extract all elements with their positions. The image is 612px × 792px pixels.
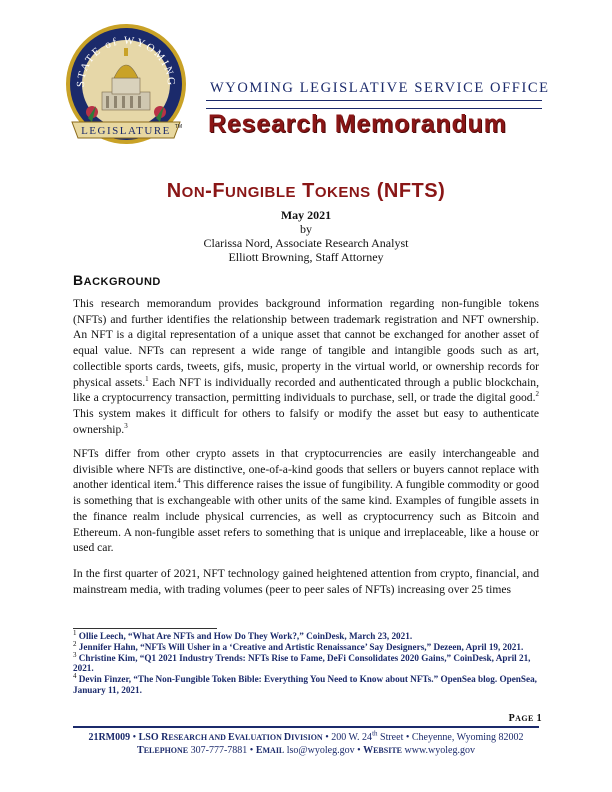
paragraph-2: NFTs differ from other crypto assets in that cryptocurrencies are easily interchangeable and divisible where NFTs are distinctive, one-of-a-kind goods that sellers or buyers cannot replace with another identical item.$^4$ This difference raises the issue of fungibility. A fungible commodity or good is something that is exchangeable with other units of the same kind. Examples of fungible assets in the finance realm include physical currencies, as well as cryptocurrency such as Bitcoin and Ethereum. A non-fungible asset refers to something that is unique and irreplaceable, like a house or used car. bbox=[73, 447, 539, 555]
section-heading-background: BACKGROUND bbox=[73, 272, 161, 288]
footnote-1: $^1$ Ollie Leech, “What Are NFTs and How Do They Work?,” CoinDesk, March 23, 2021. bbox=[73, 628, 413, 641]
footnote-4: $^4$ Devin Finzer, “The Non-Fungible Token Bible: Everything You Need to Know about NFTs.” OpenSea blog. OpenSea, January 11, 2021. bbox=[73, 672, 537, 695]
seal-top-text: STATE of WYOMING bbox=[74, 34, 178, 88]
document-date: May 2021 bbox=[280, 208, 332, 222]
footnote-3: $^3$ Christine Kim, “Q1 2021 Industry Trends: NFTs Rise to Fame, DeFi Consolidates 2020 Gains,” CoinDesk, April 21, 2021. bbox=[73, 650, 531, 674]
footer-line-2: TELEPHONE 307-777-7881 • EMAIL lso@wyoleg.gov • WEBSITE www.wyoleg.gov bbox=[137, 745, 475, 756]
footer-website-link[interactable]: www.wyoleg.gov bbox=[402, 745, 475, 756]
document-title: NON-FUNGIBLE TOKENS (NFTS) bbox=[166, 180, 446, 202]
footnotes bbox=[73, 628, 539, 696]
paragraph-3: In the first quarter of 2021, NFT technology gained heightened attention from crypto, financial, and mainstream media, with trading volumes (peer to peer sales of NFTs) increasing over 25 times bbox=[73, 567, 539, 596]
byline: by bbox=[300, 222, 312, 236]
header-rule-top bbox=[206, 100, 542, 101]
footnote-ref-4[interactable]: 4 bbox=[177, 477, 181, 486]
author-2: Elliott Browning, Staff Attorney bbox=[228, 250, 384, 264]
author-1: Clarissa Nord, Associate Research Analyst bbox=[203, 236, 409, 250]
paragraph-1: This research memorandum provides background information regarding non-fungible tokens (NFTs) and further identifies the relationship between trademark registration and NFT ownership. An NFT is a digital representation of a unique asset that cannot be exchanged for another asset of equal value. NFTs can represent a wide range of tangible and intangible goods such as art, collectible sports cards, tweets, gifs, music, property in the virtual world, or ownership records for physical assets.$^1$ Each NFT is individually recorded and authenticated through a public blockchain, like a cryptocurrency transaction, permitting individuals to purchase, sell, or trade the digital good.$^2$ This system makes it difficult for others to falsify or modify the asset but easy to authenticate ownership.$^3$ bbox=[73, 297, 539, 436]
memo-heading: Research Memorandum bbox=[208, 110, 507, 138]
footnote-ref-2[interactable]: 2 bbox=[535, 390, 539, 399]
seal-banner-text: LEGISLATURE bbox=[81, 125, 171, 137]
seal-trademark: TM bbox=[174, 124, 182, 130]
header-rule-bottom bbox=[206, 108, 542, 109]
wyoming-legislature-seal-icon bbox=[62, 22, 190, 150]
footnote-divider bbox=[73, 628, 217, 629]
footer-rule bbox=[73, 726, 539, 728]
footer-line-1: 21RM009 • LSO RESEARCH AND EVALUATION DIVISION • 200 W. 24th Street • Cheyenne, Wyoming 82002 bbox=[88, 729, 524, 743]
footnote-ref-3[interactable]: 3 bbox=[124, 421, 128, 430]
footnote-2: $^2$ Jennifer Hahn, “NFTs Will Usher in a ‘Creative and Artistic Renaissance’ Say Designers,” Dezeen, April 19, 2021. bbox=[73, 639, 524, 652]
footer-email-link[interactable]: lso@wyoleg.gov • bbox=[284, 745, 364, 756]
organization-name: WYOMING LEGISLATIVE SERVICE OFFICE bbox=[210, 80, 550, 96]
footnote-ref-1[interactable]: 1 bbox=[145, 374, 149, 383]
page-number: PAGE 1 bbox=[508, 713, 542, 724]
